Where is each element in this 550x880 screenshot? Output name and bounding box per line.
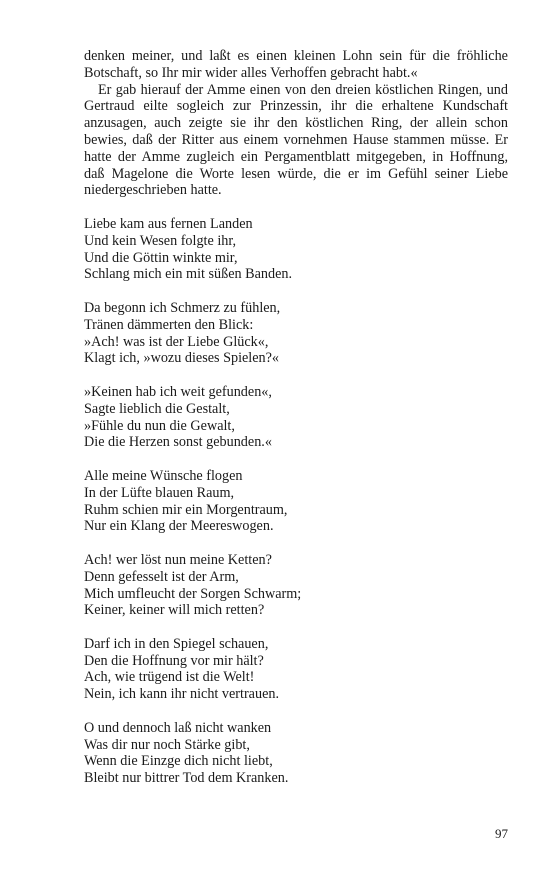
poem-line: Bleibt nur bittrer Tod dem Kranken.	[84, 770, 289, 787]
poem-line: Darf ich in den Spiegel schauen,	[84, 635, 269, 652]
book-page	[84, 48, 508, 804]
poem-line: Liebe kam aus fernen Landen	[84, 215, 253, 232]
poem-stanza-7	[84, 720, 508, 787]
poem-line: Nein, ich kann ihr nicht vertrauen.	[84, 686, 280, 703]
poem-line: Klagt ich, »wozu dieses Spielen?«	[84, 350, 280, 367]
poem-line: Keiner, keiner will mich retten?	[84, 602, 265, 619]
poem-line: Denn gefesselt ist der Arm,	[84, 568, 239, 585]
poem-line: Nur ein Klang der Meereswogen.	[84, 518, 274, 535]
poem-stanza-2	[84, 300, 508, 367]
poem-line: »Fühle du nun die Gewalt,	[84, 417, 235, 434]
poem-line: Was dir nur noch Stärke gibt,	[84, 736, 250, 753]
prose-section	[84, 48, 508, 199]
poem-stanza-1	[84, 216, 508, 283]
poem-line: Ruhm schien mir ein Morgentraum,	[84, 501, 288, 518]
poem-line: Da begonn ich Schmerz zu fühlen,	[84, 299, 281, 316]
poem-line: »Keinen hab ich weit gefunden«,	[84, 383, 272, 400]
poem-line: Den die Hoffnung vor mir hält?	[84, 652, 264, 669]
poem-stanza-3	[84, 384, 508, 451]
poem-line: Tränen dämmerten den Blick:	[84, 316, 254, 333]
page-number: 97	[495, 826, 508, 841]
poem-stanza-5	[84, 552, 508, 619]
poem-line: Wenn die Einzge dich nicht liebt,	[84, 753, 273, 770]
poem-line: »Ach! was ist der Liebe Glück«,	[84, 333, 269, 350]
prose-paragraph-2: Er gab hierauf der Amme einen von den dreien köstlichen Ringen, und Gertraud eilte sogleich zur Prinzessin, ihr die erhaltene Kundschaft anzusagen, auch zeigte sie ihr den köstlichen Ring, der allein schon bewies, daß der Ritter aus einem vornehmen Hause stammen müsse. Er hatte der Amme zugleich ein Pergamentblatt mitgegeben, in Hoffnung, daß Magelone die Worte lesen würde, die er im Gefühl seiner Liebe niedergeschrieben hatte.	[84, 81, 508, 199]
poem-line: Und die Göttin winkte mir,	[84, 249, 238, 266]
poem-stanza-4	[84, 468, 508, 535]
poem-stanza-6	[84, 636, 508, 703]
poem-line: Mich umfleucht der Sorgen Schwarm;	[84, 585, 302, 602]
prose-paragraph-1: denken meiner, und laßt es einen kleinen Lohn sein für die fröhliche Botschaft, so Ihr mir wider alles Verhoffen gebracht habt.«	[84, 48, 508, 81]
poem	[84, 216, 508, 787]
poem-line: Schlang mich ein mit süßen Banden.	[84, 266, 293, 283]
poem-line: Sagte lieblich die Gestalt,	[84, 400, 230, 417]
poem-line: Die die Herzen sonst gebunden.«	[84, 434, 272, 451]
poem-line: Alle meine Wünsche flogen	[84, 467, 243, 484]
poem-line: In der Lüfte blauen Raum,	[84, 484, 235, 501]
poem-line: Ach, wie trügend ist die Welt!	[84, 669, 255, 686]
poem-line: O und dennoch laß nicht wanken	[84, 719, 272, 736]
poem-line: Und kein Wesen folgte ihr,	[84, 232, 237, 249]
poem-line: Ach! wer löst nun meine Ketten?	[84, 551, 272, 568]
